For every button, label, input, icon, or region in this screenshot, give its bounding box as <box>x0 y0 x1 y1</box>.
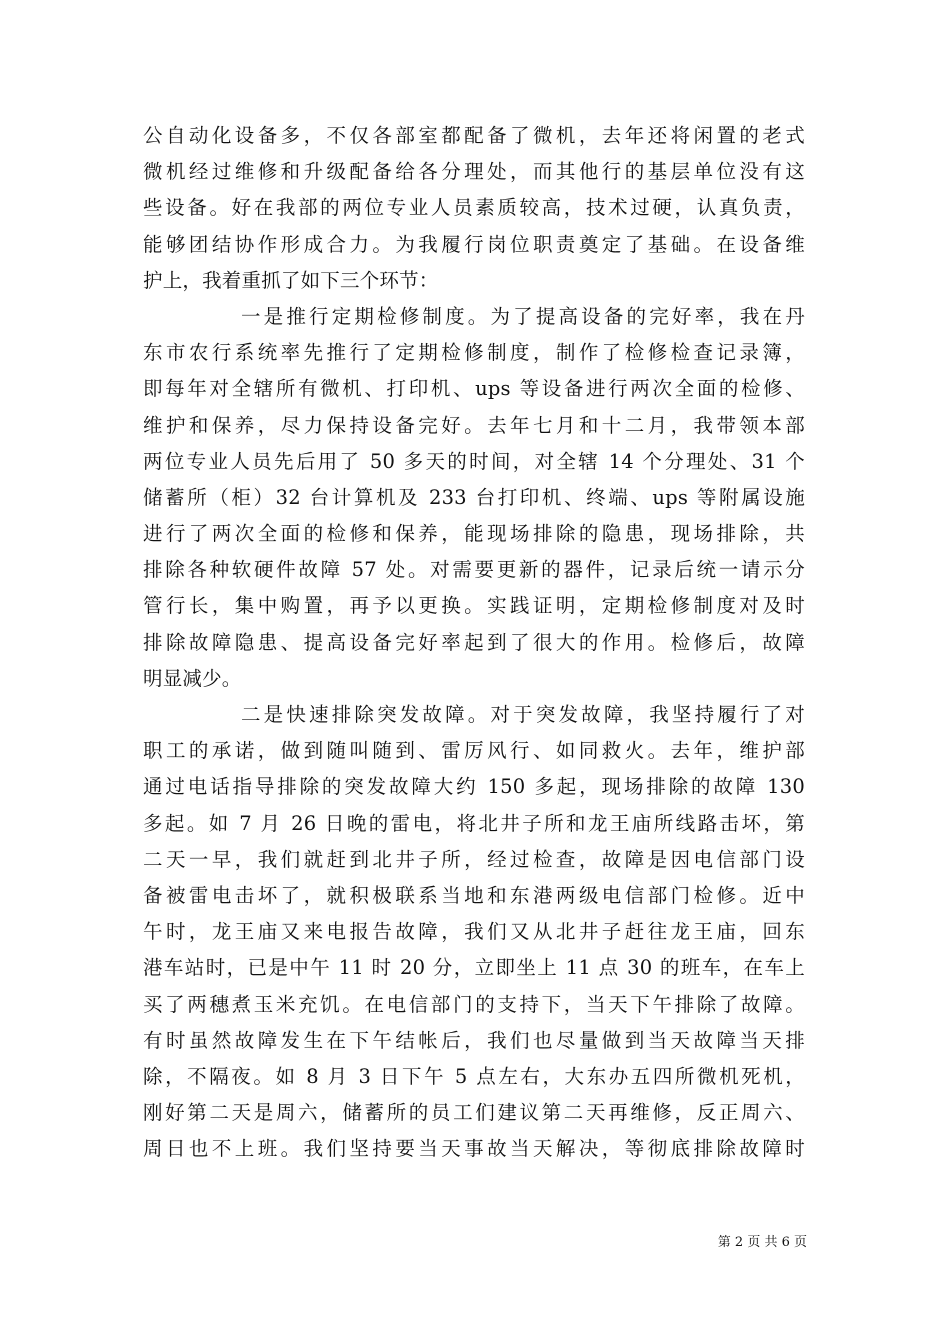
text-line: 微机经过维修和升级配备给各分理处，而其他行的基层单位没有这 <box>143 160 805 184</box>
text-line: 进行了两次全面的检修和保养，能现场排除的隐患，现场排除，共 <box>143 522 805 546</box>
text-line: 维护和保养，尽力保持设备完好。去年七月和十二月，我带领本部 <box>143 413 805 437</box>
text-line: 刚好第二天是周六，储蓄所的员工们建议第二天再维修，反正周六、 <box>143 1101 805 1125</box>
text-line: 管行长，集中购置，再予以更换。实践证明，定期检修制度对及时 <box>143 594 805 618</box>
text-line: 二天一早，我们就赶到北井子所，经过检查，故障是因电信部门设 <box>143 847 805 871</box>
text-line: 排除故障隐患、提高设备完好率起到了很大的作用。检修后，故障 <box>143 630 805 654</box>
text-line: 职工的承诺，做到随叫随到、雷厉风行、如同救火。去年，维护部 <box>143 739 805 763</box>
text-line: 有时虽然故障发生在下午结帐后，我们也尽量做到当天故障当天排 <box>143 1028 805 1052</box>
text-line: 即每年对全辖所有微机、打印机、ups 等设备进行两次全面的检修、 <box>143 377 805 401</box>
text-line: 买了两穗煮玉米充饥。在电信部门的支持下，当天下午排除了故障。 <box>143 992 805 1016</box>
text-line: 一是推行定期检修制度。为了提高设备的完好率，我在丹 <box>241 304 805 328</box>
text-line: 备被雷电击坏了，就积极联系当地和东港两级电信部门检修。近中 <box>143 883 805 907</box>
text-line: 护上，我着重抓了如下三个环节： <box>143 268 439 292</box>
text-line: 储蓄所（柜）32 台计算机及 233 台打印机、终端、ups 等附属设施 <box>143 485 805 509</box>
text-line: 除，不隔夜。如 8 月 3 日下午 5 点左右，大东办五四所微机死机， <box>143 1064 805 1088</box>
text-line: 排除各种软硬件故障 57 处。对需要更新的器件，记录后统一请示分 <box>143 558 805 582</box>
text-line: 通过电话指导排除的突发故障大约 150 多起，现场排除的故障 130 <box>143 775 805 799</box>
text-line: 午时，龙王庙又来电报告故障，我们又从北井子赶往龙王庙，回东 <box>143 920 805 944</box>
page-number-footer: 第 2 页 共 6 页 <box>717 1235 807 1250</box>
document-body <box>143 118 805 1167</box>
text-line: 周日也不上班。我们坚持要当天事故当天解决，等彻底排除故障时 <box>143 1137 805 1161</box>
text-line: 两位专业人员先后用了 50 多天的时间，对全辖 14 个分理处、31 个 <box>143 449 805 473</box>
text-line: 二是快速排除突发故障。对于突发故障，我坚持履行了对 <box>241 703 805 726</box>
text-line: 多起。如 7 月 26 日晚的雷电，将北井子所和龙王庙所线路击坏，第 <box>143 811 805 835</box>
text-line: 公自动化设备多，不仅各部室都配备了微机，去年还将闲置的老式 <box>143 124 805 147</box>
text-line: 港车站时，已是中午 11 时 20 分，立即坐上 11 点 30 的班车，在车上 <box>143 956 805 980</box>
text-line: 能够团结协作形成合力。为我履行岗位职责奠定了基础。在设备维 <box>143 232 805 256</box>
text-line: 些设备。好在我部的两位专业人员素质较高，技术过硬，认真负责， <box>143 196 805 220</box>
text-line: 明显减少。 <box>143 666 242 690</box>
text-line: 东市农行系统率先推行了定期检修制度，制作了检修检查记录簿， <box>143 341 805 365</box>
